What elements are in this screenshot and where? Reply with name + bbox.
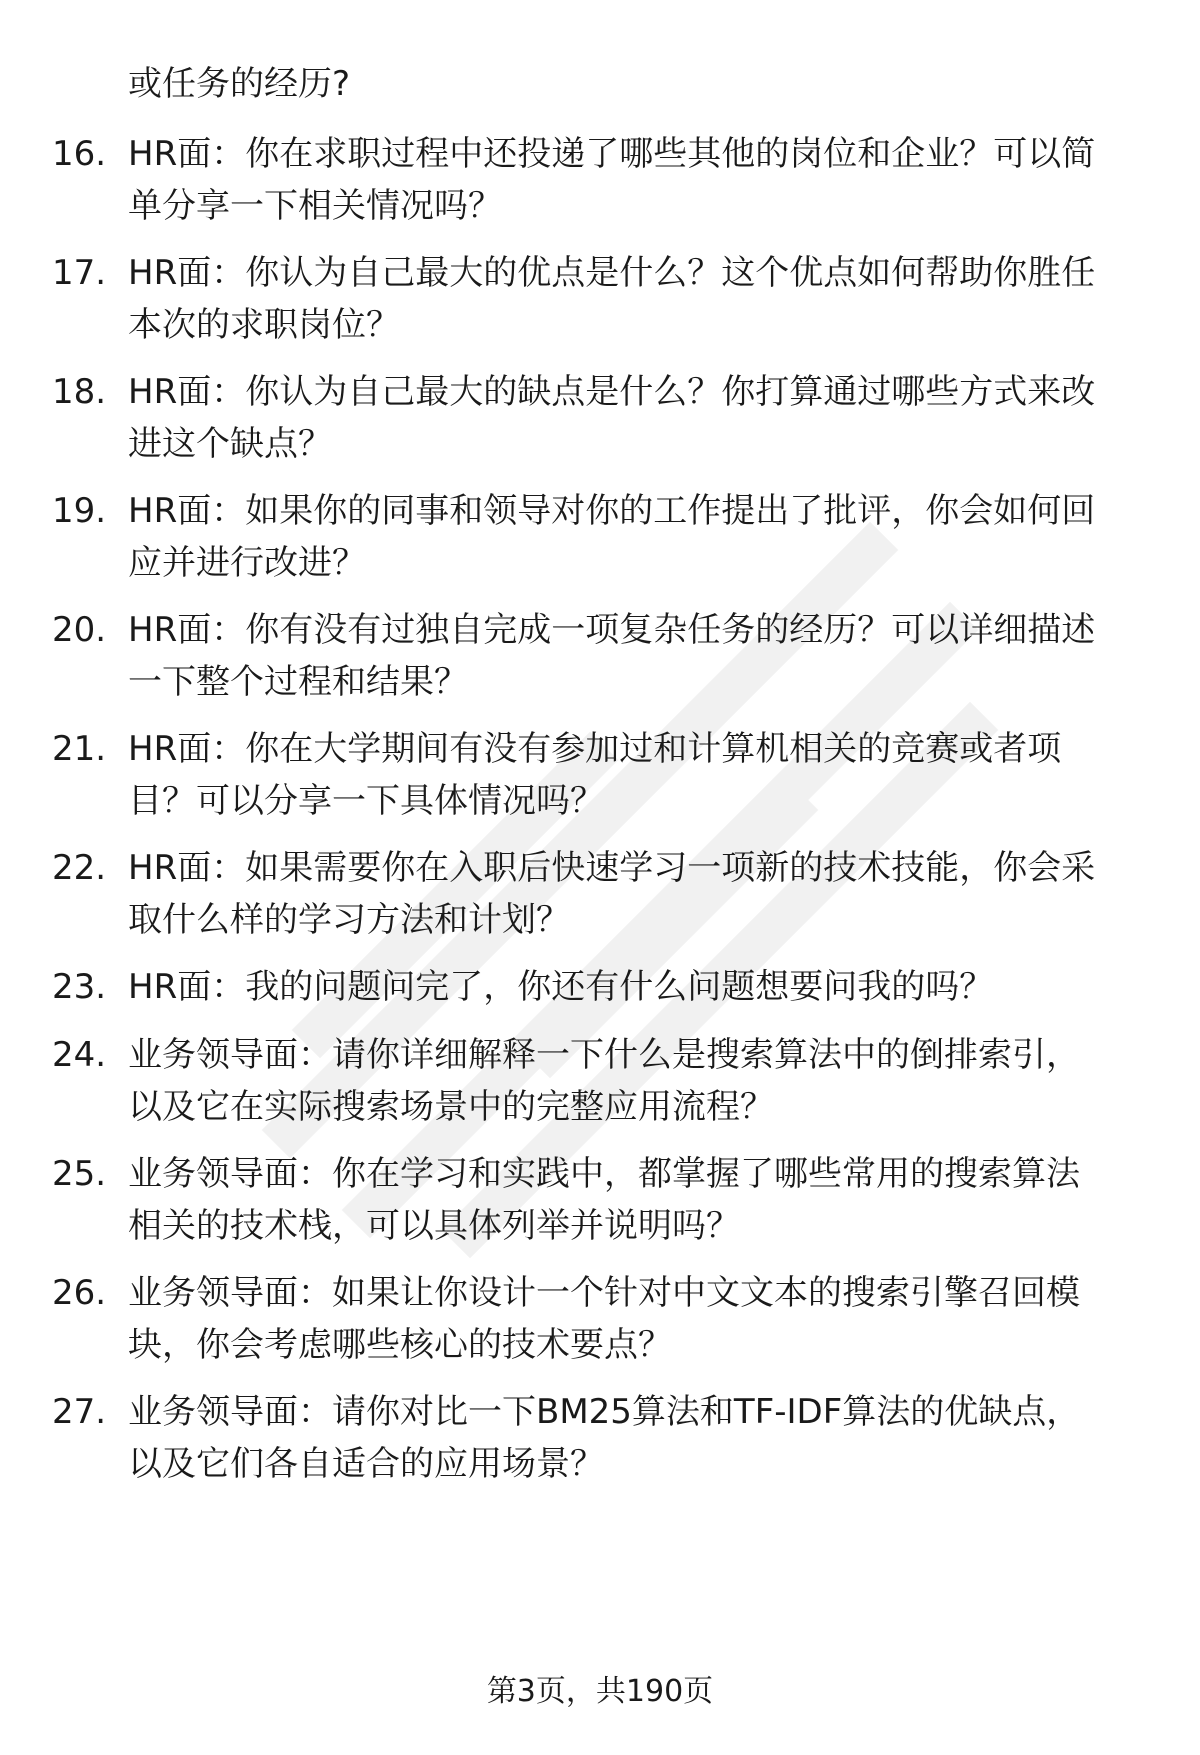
question-number: 19. xyxy=(52,491,107,531)
question-text: 业务领导面：你在学习和实践中，都掌握了哪些常用的搜索算法 相关的技术栈，可以具体列举并说明吗？ xyxy=(128,1154,1080,1246)
question-number: 20. xyxy=(52,610,107,650)
question-number: 27. xyxy=(52,1392,107,1432)
question-number: 22. xyxy=(52,848,107,888)
question-text: HR面：你在大学期间有没有参加过和计算机相关的竞赛或者项 目？可以分享一下具体情况吗？ xyxy=(128,729,1062,821)
question-number: 26. xyxy=(52,1273,107,1313)
question-text: HR面：如果你的同事和领导对你的工作提出了批评，你会如何回 应并进行改进？ xyxy=(128,491,1096,583)
question-number: 24. xyxy=(52,1035,107,1075)
question-text: HR面：如果需要你在入职后快速学习一项新的技术技能，你会采 取什么样的学习方法和计划？ xyxy=(128,848,1096,940)
question-number: 18. xyxy=(52,372,107,412)
question-number: 23. xyxy=(52,967,107,1007)
question-text: HR面：你认为自己最大的优点是什么？这个优点如何帮助你胜任 本次的求职岗位？ xyxy=(128,253,1096,345)
question-text: HR面：你有没有过独自完成一项复杂任务的经历？可以详细描述 一下整个过程和结果？ xyxy=(128,610,1096,702)
question-text: 业务领导面：请你对比一下BM25算法和TF-IDF算法的优缺点， 以及它们各自适合的应用场景？ xyxy=(128,1392,1081,1484)
question-text: 业务领导面：请你详细解释一下什么是搜索算法中的倒排索引， 以及它在实际搜索场景中的完整应用流程？ xyxy=(128,1035,1080,1127)
question-text: HR面：你认为自己最大的缺点是什么？你打算通过哪些方式来改 进这个缺点？ xyxy=(128,372,1096,464)
question-number: 21. xyxy=(52,729,107,769)
question-text: HR面：你在求职过程中还投递了哪些其他的岗位和企业？可以简 单分享一下相关情况吗？ xyxy=(128,134,1096,226)
page-footer: 第3页，共190页 xyxy=(486,1674,714,1709)
question-text: HR面：我的问题问完了，你还有什么问题想要问我的吗？ xyxy=(128,967,994,1007)
question-number: 17. xyxy=(52,253,107,293)
question-number: 16. xyxy=(52,134,107,174)
question-number: 25. xyxy=(52,1154,107,1194)
continued-question-text: 或任务的经历? xyxy=(128,64,351,104)
question-text: 业务领导面：如果让你设计一个针对中文文本的搜索引擎召回模 块，你会考虑哪些核心的技术要点？ xyxy=(128,1273,1080,1365)
